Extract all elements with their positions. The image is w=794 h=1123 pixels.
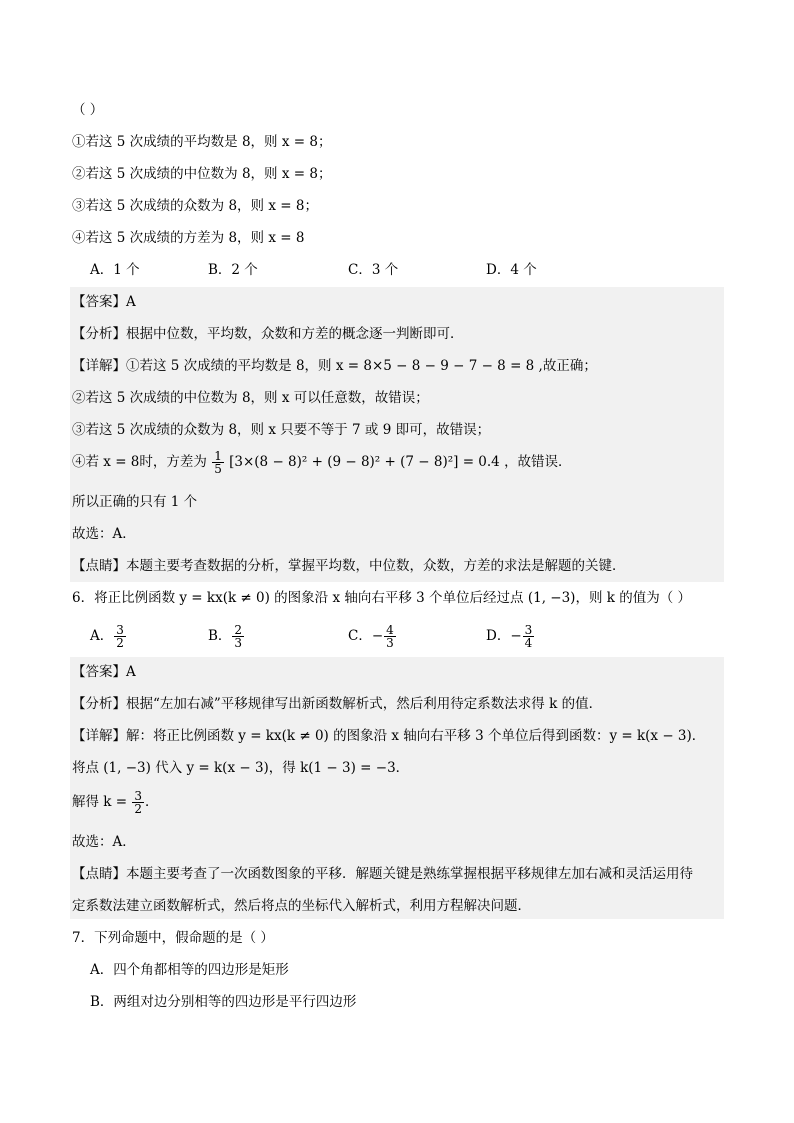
q6-option-d-den: 4 [524, 636, 533, 650]
q6-solution-fraction [132, 790, 144, 815]
q5-comment: 【点睛】本题主要考查数据的分析，掌握平均数，中位数，众数，方差的求法是解题的关键． [72, 558, 626, 574]
q5-variance-frac-den: 5 [214, 462, 222, 476]
q5-statement-2: ②若这 5 次成绩的中位数为 8，则 x = 8； [72, 166, 332, 182]
q6-option-d-num: 3 [524, 623, 533, 637]
q5-option-d[interactable]: D．4 个 [486, 262, 537, 278]
q7-option-b[interactable]: B．两组对边分别相等的四边形是平行四边形 [90, 994, 357, 1010]
q6-option-d-fraction [523, 624, 535, 649]
q5-variance-fraction [212, 450, 224, 475]
q5-variance-frac-num: 1 [214, 449, 222, 463]
q5-statement-1: ①若这 5 次成绩的平均数是 8，则 x = 8； [72, 134, 332, 150]
q5-statement-4: ④若这 5 次成绩的方差为 8，则 x = 8 [72, 230, 305, 246]
q6-comment-1: 【点睛】本题主要考查了一次函数图象的平移．解题关键是熟练掌握根据平移规律左加右减和灵活运用待 [72, 866, 693, 882]
q5-detail-3: ③若这 5 次成绩的众数为 8，则 x 只要不等于 7 或 9 即可，故错误； [72, 422, 491, 438]
q5-option-c[interactable]: C．3 个 [348, 262, 399, 278]
q6-option-b-den: 3 [234, 636, 243, 650]
q6-detail-3 [72, 788, 159, 816]
q5-detail-4-prefix: ④若 x = 8时，方差为 [72, 454, 207, 470]
q5-variance-expr: [3×(8 − 8)² + (9 − 8)² + (7 − 8)²] = 0.4 [229, 454, 500, 470]
q6-option-b-num: 2 [234, 623, 243, 637]
q5-option-a[interactable]: A．1 个 [90, 262, 140, 278]
q5-detail-1: 【详解】①若这 5 次成绩的平均数是 8，则 x = 8×5 − 8 − 9 − 7 − 8 = 8 ,故正确； [72, 358, 597, 374]
q6-detail-1: 【详解】解：将正比例函数 y = kx(k ≠ 0) 的图象沿 x 轴向右平移 3 个单位后得到函数：y = k(x − 3)． [72, 728, 706, 744]
q6-option-d-label: D． [486, 628, 511, 644]
q6-analysis: 【分析】根据“左加右减”平移规律写出新函数解析式，然后利用待定系数法求得 k 的值． [72, 696, 603, 712]
q6-solution-num: 3 [134, 789, 143, 803]
q6-option-a-label: A． [90, 628, 114, 644]
q6-detail-3-suffix: ． [145, 794, 159, 810]
q7-option-a[interactable]: A．四个角都相等的四边形是矩形 [90, 962, 289, 978]
q5-answer: 【答案】A [72, 294, 136, 310]
q6-answer: 【答案】A [72, 664, 136, 680]
q5-statement-3: ③若这 5 次成绩的众数为 8，则 x = 8； [72, 198, 318, 214]
q6-solution-den: 2 [134, 802, 143, 816]
q5-detail-2: ②若这 5 次成绩的中位数为 8，则 x 可以任意数，故错误； [72, 390, 429, 406]
q5-option-b[interactable]: B．2 个 [208, 262, 258, 278]
q6-option-b-fraction [232, 624, 244, 649]
q7-stem: 7．下列命题中，假命题的是（ ） [72, 930, 274, 946]
q5-detail-4-suffix: ，故错误． [504, 454, 572, 470]
q5-paren: （ ） [72, 102, 104, 118]
q6-option-b[interactable] [208, 620, 245, 652]
q6-option-c-num: 4 [386, 623, 394, 637]
q6-option-c[interactable] [348, 620, 397, 652]
q6-option-a[interactable] [90, 620, 127, 652]
q6-detail-2: 将点 (1, −3) 代入 y = k(x − 3)，得 k(1 − 3) = −3． [72, 760, 410, 776]
q6-option-a-num: 3 [116, 623, 124, 637]
q6-comment-2: 定系数法建立函数解析式，然后将点的坐标代入解析式，利用方程解决问题． [72, 898, 531, 914]
q6-option-c-sign: − [371, 628, 384, 644]
q6-choose: 故选：A． [72, 834, 136, 850]
q6-option-b-label: B． [208, 628, 232, 644]
q6-option-d-sign: − [510, 628, 522, 644]
q6-option-a-den: 2 [116, 636, 124, 650]
q6-option-c-fraction [384, 624, 396, 649]
q6-option-c-den: 3 [386, 636, 394, 650]
q6-option-a-fraction [114, 624, 126, 649]
q6-detail-3-prefix: 解得 k = [72, 794, 128, 810]
q6-stem: 6．将正比例函数 y = kx(k ≠ 0) 的图象沿 x 轴向右平移 3 个单位后经过点 (1, −3)，则 k 的值为（ ） [72, 590, 692, 606]
q6-option-d[interactable] [486, 620, 535, 652]
q6-option-c-label: C． [348, 628, 372, 644]
q5-detail-4 [72, 450, 572, 475]
q5-conclusion: 所以正确的只有 1 个 [72, 494, 198, 510]
q5-analysis: 【分析】根据中位数，平均数，众数和方差的概念逐一判断即可． [72, 326, 464, 342]
q5-choose: 故选：A． [72, 526, 136, 542]
